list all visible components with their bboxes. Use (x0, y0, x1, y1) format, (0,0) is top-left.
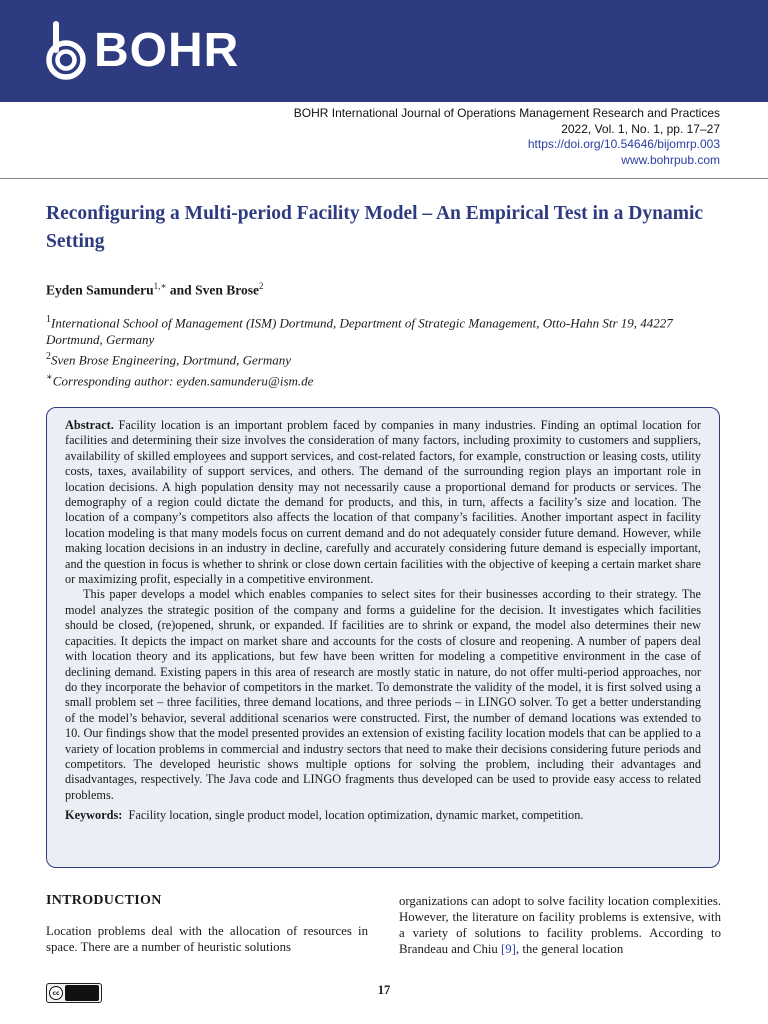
journal-issue: 2022, Vol. 1, No. 1, pp. 17–27 (561, 121, 720, 136)
affiliation (46, 311, 726, 348)
affiliation-text: International School of Management (ISM) Dortmund, Department of Strategic Management, Otto-Hahn Str 19, 44227 Dortmund, Germany (46, 315, 673, 348)
corresponding-marker: ∗ (46, 371, 53, 383)
author-line (46, 281, 263, 299)
affiliations (46, 311, 726, 389)
author-affil-marker: 2 (258, 281, 264, 291)
affiliation-marker: 1 (46, 314, 51, 325)
body-text: , the general location (515, 942, 624, 956)
author-affil-marker: 1,∗ (153, 281, 167, 291)
header-divider (0, 178, 768, 179)
body-column-right (399, 893, 721, 957)
abstract-box (46, 407, 720, 868)
author-separator: and (166, 282, 196, 298)
bohr-logo[interactable] (44, 20, 239, 82)
citation-link[interactable]: [9] (501, 942, 516, 956)
author-name: Eyden Samunderu (46, 282, 154, 298)
keywords (65, 808, 701, 823)
cc-circle-icon: cc (49, 986, 63, 1000)
logo-text: BOHR (94, 24, 240, 77)
body-paragraph: Location problems deal with the allocation of resources in space. There are a number of heuristic solutions (46, 924, 368, 954)
body-text: organizations can adopt to solve facility location complexities. However, the literature on facility problems is extensive, with a variety of solutions to facility problems. According to Brandeau and Chiu (399, 894, 721, 956)
journal-info (294, 106, 720, 168)
affiliation-text: Sven Brose Engineering, Dortmund, Germany (51, 352, 291, 368)
journal-name: BOHR International Journal of Operations Management Research and Practices (293, 106, 720, 120)
author-name: Sven Brose (195, 282, 259, 298)
bohr-logo-icon (44, 20, 88, 82)
body-column-left (46, 893, 368, 955)
corresponding-author (46, 369, 726, 389)
website-link[interactable]: www.bohrpub.com (621, 152, 720, 167)
keywords-label: Keywords: (65, 808, 123, 823)
affiliation-marker: 2 (46, 351, 51, 363)
body-paragraph (399, 893, 721, 957)
abstract-paragraph: This paper develops a model which enables companies to select sites for their businesses according to their strategy. The model analyzes the strategic position of the company and forms a guideline for the decision. It investigates which facilities should be closed, (re)opened, shrunk, or expanded. If facilities are to shrink or expand, the model also determines their new capacities. It depicts the impact on market share and accounts for the costs of closure and reopening. A number of papers deal with location theory and its applications, but few have been written for modeling a competitive environment in the case of declining demand. Existing papers in this area of research are mostly static in nature, do not offer multi-period approaches, nor do they incorporate the behavior of competitors in the market. To demonstrate the validity of the model, it is first solved using a small problem set – three facilities, three demand locations, and three periods – in LINGO solver. To get a better understanding of the model’s behavior, several additional scenarios were constructed. First, the number of demand locations was extended to 10. Our findings show that the model presented provides an extension of existing facility location models that can be applied to a variety of location problems in commercial and industry sectors that need to make their decisions considering future periods and competitors. The developed heuristic shows multiple options for solving the problem, including their advantages and disadvantages, respectively. The Java code and LINGO fragments thus developed can be used to provide easy access to related problems. (65, 587, 701, 802)
keywords-text: Facility location, single product model, location optimization, dynamic market, competition. (128, 808, 584, 823)
article-title: Reconfiguring a Multi-period Facility Model – An Empirical Test in a Dynamic Setting (46, 203, 704, 252)
section-heading: INTRODUCTION (46, 893, 162, 908)
doi-link[interactable]: https://doi.org/10.54646/bijomrp.003 (527, 137, 720, 151)
affiliation (46, 348, 726, 368)
corresponding-text: Corresponding author: eyden.samunderu@ism.de (52, 372, 314, 388)
header-banner (0, 0, 768, 102)
page-number: 17 (377, 983, 391, 997)
abstract-paragraph (65, 418, 701, 587)
abstract-text: Facility location is an important problem faced by companies in many industries. Finding an optimal location for facilities and determining their size involves the consideration of many factors, including proximity to customers and suppliers, availability of skilled employees and support services, and cost-related factors, for example, construction or leasing costs, utility costs, taxes, availability of support services, and others. The demand of the surrounding region plays an important role in location decisions. A high population density may not necessarily cause a proportional demand for products or services. The demography of a region could dictate the demand for products, and this, in turn, affects a facility’s size and location. The location of a company’s competitors also affects the location of that company’s facilities. Another important aspect in facility location modeling is that many models focus on current demand and do not adequately consider future demand. However, while making location decisions in an industry in decline, carefully and accurately considering future demand is especially important, and the question in focus is whether to shrink or close down certain facilities with the objective of keeping a certain market share or maximizing profit, especially in a competitive environment. (65, 418, 701, 587)
abstract-label: Abstract. (65, 418, 114, 432)
